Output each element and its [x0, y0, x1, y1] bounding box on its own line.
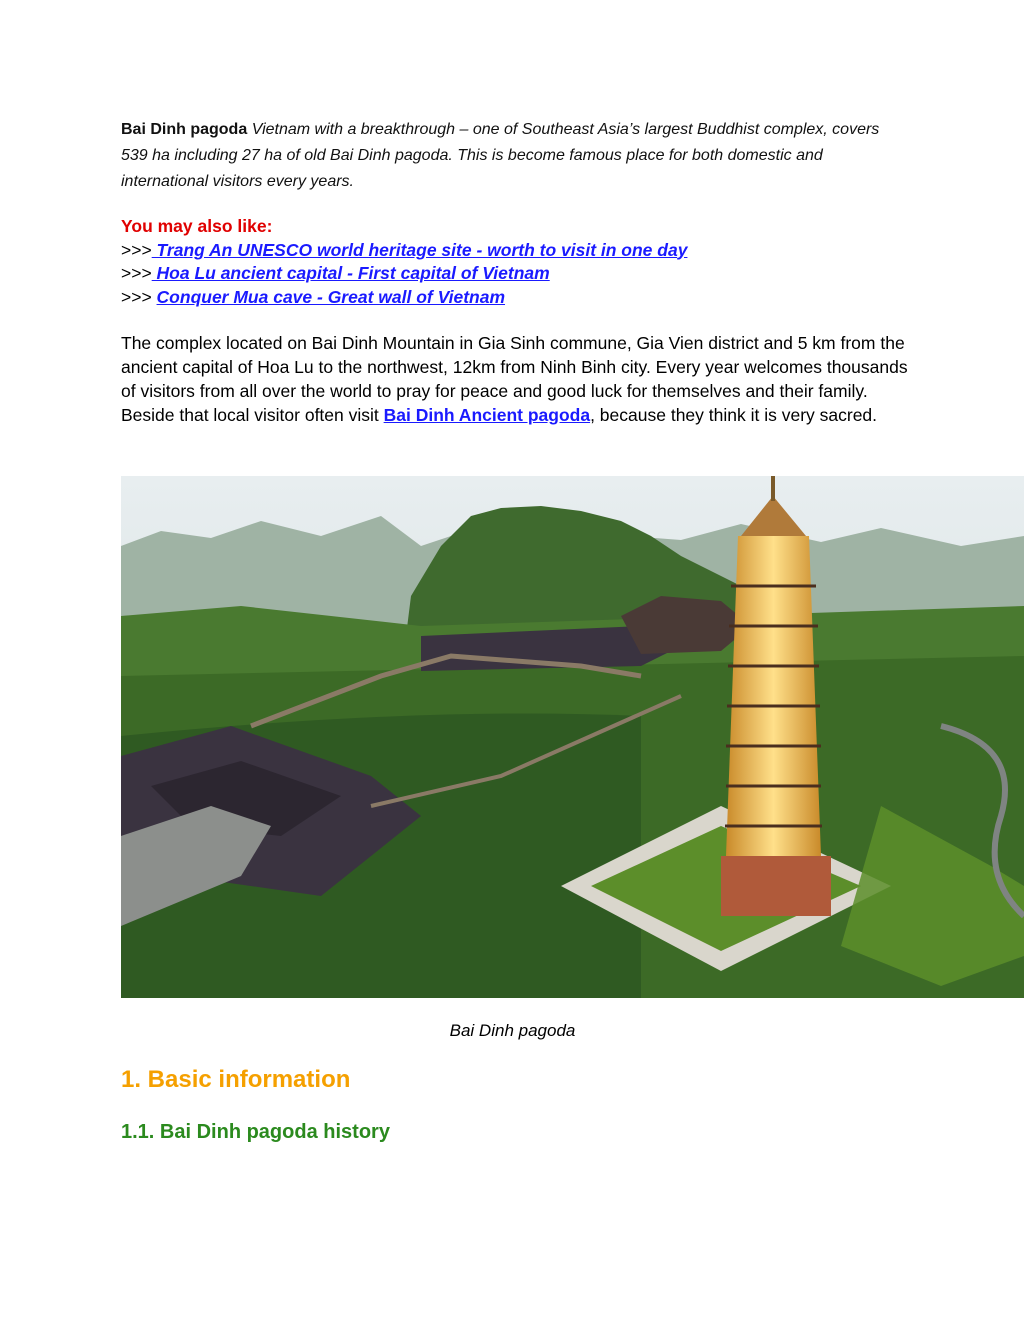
also-like-item [121, 239, 921, 263]
section-heading: 1. Basic information [121, 1066, 351, 1093]
bai-dinh-pagoda-photo [121, 476, 1024, 998]
link-hoa-lu[interactable]: Hoa Lu ancient capital - First capital of Vietnam [151, 263, 550, 283]
photo-caption: Bai Dinh pagoda [449, 1021, 576, 1040]
also-like-item [121, 286, 921, 310]
also-like-item [121, 262, 921, 286]
link-mua-cave[interactable]: Conquer Mua cave - Great wall of Vietnam [156, 286, 506, 307]
intro-bold-lead: Bai Dinh pagoda [121, 121, 248, 138]
link-bai-dinh-ancient-pagoda[interactable]: Bai Dinh Ancient pagoda [383, 405, 591, 425]
link-prefix: >>> [121, 286, 152, 307]
link-prefix: >>> [121, 263, 152, 283]
para-text-after: , because they think it is very sacred. [590, 405, 878, 425]
link-trang-an[interactable]: Trang An UNESCO world heritage site - worth to visit in one day [151, 239, 688, 260]
subsection-heading: 1.1. Bai Dinh pagoda history [121, 1121, 390, 1143]
also-like-title: You may also like: [121, 216, 273, 236]
intro-italic-text: Vietnam with a breakthrough – one of Southeast Asia’s largest Buddhist complex, covers 539 ha including 27 ha of old Bai Dinh pagoda. This is become famous place for both domestic and international visitors every years. [121, 121, 880, 190]
also-like-section [121, 215, 921, 309]
link-prefix: >>> [121, 239, 152, 260]
intro-paragraph [121, 117, 901, 195]
para-text-before: The complex located on Bai Dinh Mountain in Gia Sinh commune, Gia Vien district and 5 km from the ancient capital of Hoa Lu to the northwest, 12km from Ninh Binh city. Every year welcomes thousands of visitors from all over the world to pray for peace and good luck for themselves and their family. Beside that local visitor often visit [121, 333, 908, 425]
complex-location-paragraph [121, 331, 911, 427]
